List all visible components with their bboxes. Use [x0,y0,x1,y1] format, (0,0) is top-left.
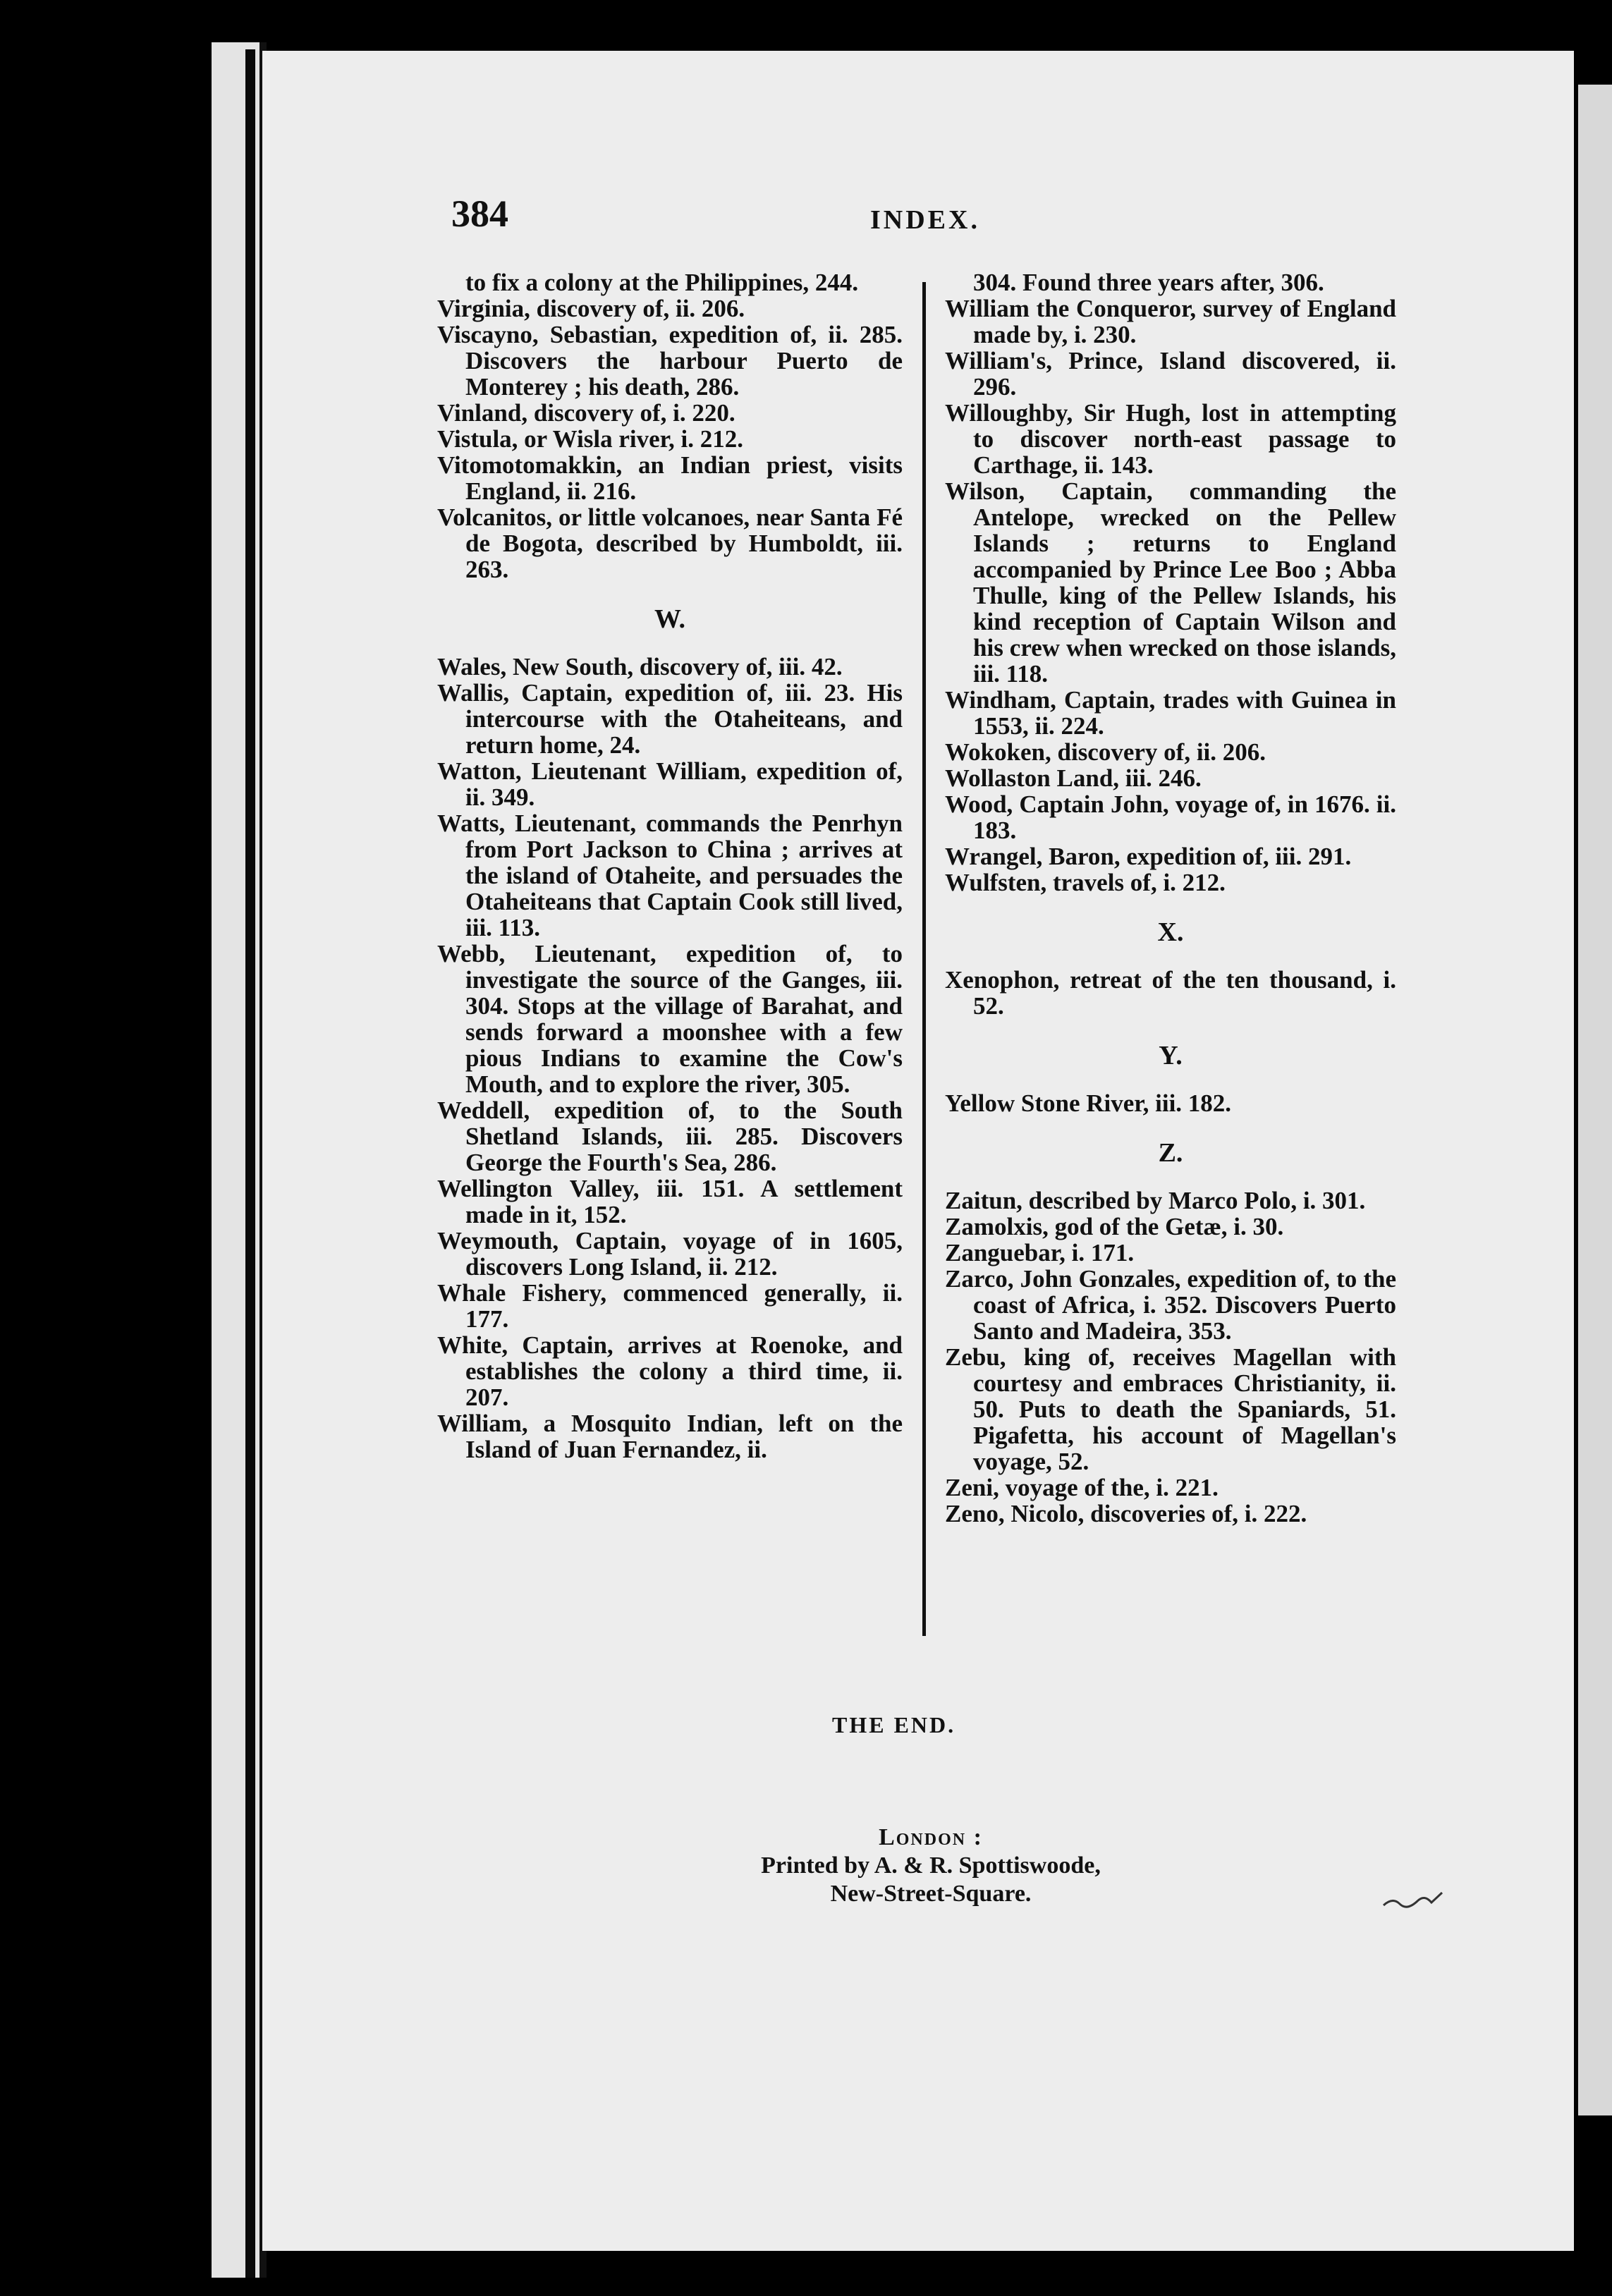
index-entry: Whale Fishery, commenced generally, ii. 177. [437,1279,903,1333]
imprint-printer: Printed by A. & R. Spottiswoode, [761,1852,1101,1879]
index-entry: Virginia, discovery of, ii. 206. [437,295,745,322]
index-entry: Wales, New South, discovery of, iii. 42. [437,653,843,680]
index-entry: Wokoken, discovery of, ii. 206. [945,738,1266,766]
index-entry: White, Captain, arrives at Roenoke, and establishes the colony a third time, ii. 207. [437,1331,903,1411]
end-marker: THE END. [832,1712,956,1738]
column-divider [922,282,926,1636]
index-entry: Wellington Valley, iii. 151. A settlement made in it, 152. [437,1175,903,1228]
index-entry: Vinland, discovery of, i. 220. [437,399,735,427]
section-letter: Y. [1159,1041,1183,1070]
index-column-left [437,269,903,1463]
index-entry-continued: to fix a colony at the Philippines, 244. [465,269,859,296]
index-entry: Willoughby, Sir Hugh, lost in attempting to discover north-east passage to Carthage, ii. 143. [945,399,1396,479]
index-entry: Watton, Lieutenant William, expedition of, ii. 349. [437,757,903,811]
index-entry: Zaitun, described by Marco Polo, i. 301. [945,1187,1366,1214]
index-entry: William's, Prince, Island discovered, ii. 296. [945,347,1396,401]
section-letter: X. [1157,917,1184,947]
index-entry: Zebu, king of, receives Magellan with courtesy and embraces Christianity, ii. 50. Puts to death the Spaniards, 51. Pigafetta, his account of Magellan's voyage, 52. [945,1343,1396,1475]
index-entry: Wollaston Land, iii. 246. [945,764,1202,792]
index-entry: Weddell, expedition of, to the South Shetland Islands, iii. 285. Discovers George the Fourth's Sea, 286. [437,1097,903,1176]
index-entry: Zanguebar, i. 171. [945,1239,1135,1266]
pencil-mark-icon [1382,1890,1446,1911]
index-entry: Xenophon, retreat of the ten thousand, i. 52. [945,966,1396,1020]
binding-shadow [245,49,255,2278]
index-entry: Webb, Lieutenant, expedition of, to investigate the source of the Ganges, iii. 304. Stops at the village of Barahat, and sends forward a moonshee with a few pious Indians to examine the Cow's Mouth, and to explore the river, 305. [437,940,903,1098]
index-entry: Wallis, Captain, expedition of, iii. 23. His intercourse with the Otaheiteans, and return home, 24. [437,679,903,759]
index-entry: Vitomotomakkin, an Indian priest, visits England, ii. 216. [437,451,903,505]
index-entry-continued: 304. Found three years after, 306. [973,269,1324,296]
index-entry: Yellow Stone River, iii. 182. [945,1089,1232,1117]
index-column-right [945,269,1396,1527]
section-letter: Z. [1158,1138,1183,1168]
index-entry: Zeno, Nicolo, discoveries of, i. 222. [945,1500,1307,1527]
index-entry: Watts, Lieutenant, commands the Penrhyn from Port Jackson to China ; arrives at the island of Otaheite, and persuades the Otaheiteans that Captain Cook still lived, iii. 113. [437,810,903,941]
binding-edge [212,42,267,2278]
index-entry: Volcanitos, or little volcanoes, near Santa Fé de Bogota, described by Humboldt, iii. 263. [437,503,903,583]
index-entry: Zamolxis, god of the Getæ, i. 30. [945,1213,1284,1240]
index-entry: William, a Mosquito Indian, left on the Island of Juan Fernandez, ii. [437,1410,903,1463]
index-entry: Vistula, or Wisla river, i. 212. [437,425,743,453]
index-entry: Weymouth, Captain, voyage of in 1605, discovers Long Island, ii. 212. [437,1227,903,1281]
index-entry: Windham, Captain, trades with Guinea in 1553, ii. 224. [945,686,1396,740]
imprint-city: London : [879,1824,983,1850]
index-entry: Wilson, Captain, commanding the Antelope, wrecked on the Pellew Islands ; returns to England accompanied by Prince Lee Boo ; Abba Thulle, king of the Pellew Islands, his kind reception of Captain Wilson and his crew when wrecked on those islands, iii. 118. [945,477,1396,688]
index-entry: William the Conqueror, survey of England made by, i. 230. [945,295,1396,348]
printer-imprint [677,1824,1185,1908]
running-head: INDEX. [870,205,980,235]
index-entry: Viscayno, Sebastian, expedition of, ii. 285. Discovers the harbour Puerto de Monterey ; his death, 286. [437,321,903,401]
imprint-address: New-Street-Square. [830,1881,1032,1907]
index-entry: Zeni, voyage of the, i. 221. [945,1474,1219,1501]
index-entry: Wulfsten, travels of, i. 212. [945,869,1226,896]
index-entry: Zarco, John Gonzales, expedition of, to the coast of Africa, i. 352. Discovers Puerto Santo and Madeira, 353. [945,1265,1396,1345]
section-letter: W. [654,604,685,634]
index-entry: Wrangel, Baron, expedition of, iii. 291. [945,843,1352,870]
page-number: 384 [451,193,508,235]
facing-page-edge [1578,85,1612,2115]
index-entry: Wood, Captain John, voyage of, in 1676. ii. 183. [945,790,1396,844]
